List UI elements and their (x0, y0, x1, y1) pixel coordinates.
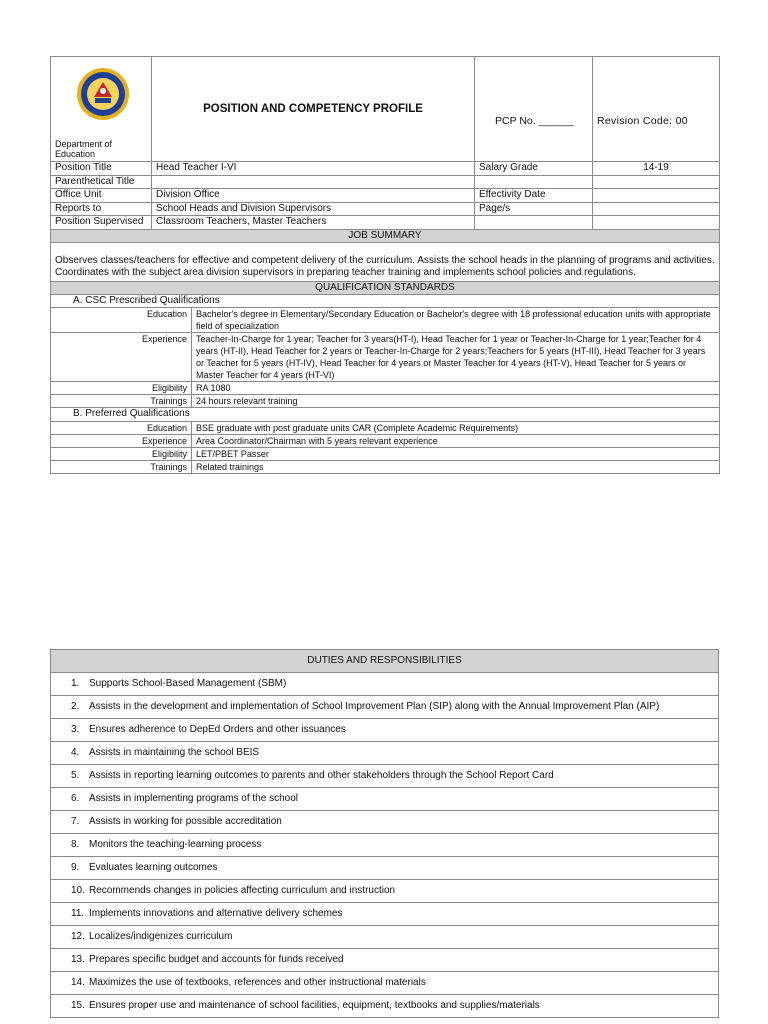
duty-row (51, 949, 719, 972)
duty-number: 15. (71, 999, 85, 1011)
duty-number: 7. (71, 815, 80, 827)
duty-number: 12. (71, 930, 85, 942)
duty-item (51, 995, 719, 1018)
duty-number: 9. (71, 861, 80, 873)
duty-number: 6. (71, 792, 80, 804)
job-summary-text: Observes classes/teachers for effective and competent delivery of the curriculum. Assists the school heads in the planning of programs and activities. Coordinates with the subject area division supervisors in preparing teacher training and implements school policies and regulations. (51, 242, 720, 281)
duty-text: Assists in reporting learning outcomes to parents and other stakeholders through the School Report Card (89, 769, 554, 781)
position-supervised-label: Position Supervised (51, 216, 152, 230)
duty-row (51, 696, 719, 719)
preferred-education-value: BSE graduate with post graduate units CAR (Complete Academic Requirements) (192, 421, 720, 434)
preferred-experience-label: Experience (51, 434, 192, 447)
position-title-value: Head Teacher I-VI (152, 162, 475, 176)
office-unit-value: Division Office (152, 189, 475, 203)
duty-row (51, 995, 719, 1018)
department-name: Department of Education (55, 139, 113, 159)
duty-number: 11. (71, 907, 85, 919)
csc-education-label: Education (51, 308, 192, 333)
duty-number: 10. (71, 884, 85, 896)
pages-label: Page/s (475, 202, 593, 216)
duty-row (51, 880, 719, 903)
preferred-trainings-value: Related trainings (192, 460, 720, 473)
logo-cell (51, 57, 152, 162)
reports-to-value: School Heads and Division Supervisors (152, 202, 475, 216)
duty-row (51, 972, 719, 995)
duty-row (51, 811, 719, 834)
duties-table (50, 649, 719, 1018)
preferred-eligibility-label: Eligibility (51, 447, 192, 460)
blank-cell (475, 216, 593, 230)
duty-item (51, 903, 719, 926)
position-profile-table (50, 56, 720, 474)
duty-text: Monitors the teaching-learning process (89, 838, 262, 850)
duty-number: 8. (71, 838, 80, 850)
pcp-number: PCP No. ______ (475, 57, 593, 162)
effectivity-date-label: Effectivity Date (475, 189, 593, 203)
duty-number: 5. (71, 769, 80, 781)
duty-item (51, 765, 719, 788)
duty-text: Assists in implementing programs of the school (89, 792, 298, 804)
duty-item (51, 972, 719, 995)
duties-list (51, 673, 719, 1018)
blank-cell (475, 175, 593, 189)
effectivity-date-value (593, 189, 720, 203)
duty-text: Assists in the development and implementation of School Improvement Plan (SIP) along with the Annual Improvement Plan (AIP) (89, 700, 660, 712)
duty-item (51, 811, 719, 834)
qualification-standards-heading: QUALIFICATION STANDARDS (51, 281, 720, 294)
duty-row (51, 673, 719, 696)
preferred-education-label: Education (51, 421, 192, 434)
duty-text: Assists in maintaining the school BEIS (89, 746, 260, 758)
duty-text: Ensures proper use and maintenance of school facilities, equipment, textbooks and supplies/materials (89, 999, 540, 1011)
duty-item (51, 834, 719, 857)
csc-qualifications-heading: A. CSC Prescribed Qualifications (51, 294, 720, 308)
duty-item (51, 949, 719, 972)
duty-row (51, 788, 719, 811)
pages-value (593, 202, 720, 216)
blank-cell (593, 175, 720, 189)
duty-item (51, 696, 719, 719)
duty-row (51, 742, 719, 765)
duty-row (51, 926, 719, 949)
csc-eligibility-value: RA 1080 (192, 382, 720, 395)
csc-experience-label: Experience (51, 333, 192, 382)
revision-code: Revision Code: 00 (593, 57, 720, 162)
duty-item (51, 880, 719, 903)
duty-row (51, 857, 719, 880)
deped-seal-icon (76, 67, 130, 121)
duty-item (51, 719, 719, 742)
duty-text: Implements innovations and alternative delivery schemes (89, 907, 343, 919)
csc-trainings-label: Trainings (51, 395, 192, 408)
csc-trainings-value: 24 hours relevant training (192, 395, 720, 408)
duty-number: 13. (71, 953, 85, 965)
position-title-label: Position Title (51, 162, 152, 176)
duty-number: 4. (71, 746, 80, 758)
duty-row (51, 719, 719, 742)
duty-item (51, 857, 719, 880)
csc-eligibility-label: Eligibility (51, 382, 192, 395)
salary-grade-label: Salary Grade (475, 162, 593, 176)
duty-row (51, 903, 719, 926)
duty-row (51, 834, 719, 857)
duty-text: Recommends changes in policies affecting curriculum and instruction (89, 884, 396, 896)
duty-text: Ensures adherence to DepEd Orders and other issuances (89, 723, 346, 735)
duties-heading: DUTIES AND RESPONSIBILITIES (51, 650, 719, 673)
csc-education-value: Bachelor's degree in Elementary/Secondary Education or Bachelor's degree with 18 professional education units with appropriate field of specialization (192, 308, 720, 333)
duty-text: Prepares specific budget and accounts for funds received (89, 953, 344, 965)
parenthetical-title-value (152, 175, 475, 189)
duty-text: Localizes/indigenizes curriculum (89, 930, 233, 942)
parenthetical-title-label: Parenthetical Title (51, 175, 152, 189)
duty-text: Assists in working for possible accreditation (89, 815, 282, 827)
position-supervised-value: Classroom Teachers, Master Teachers (152, 216, 475, 230)
duty-number: 3. (71, 723, 80, 735)
duty-number: 14. (71, 976, 85, 988)
preferred-experience-value: Area Coordinator/Chairman with 5 years relevant experience (192, 434, 720, 447)
preferred-eligibility-value: LET/PBET Passer (192, 447, 720, 460)
duty-text: Evaluates learning outcomes (89, 861, 218, 873)
salary-grade-value: 14-19 (593, 162, 720, 176)
duty-item (51, 673, 719, 696)
duty-text: Maximizes the use of textbooks, references and other instructional materials (89, 976, 426, 988)
csc-experience-value: Teacher-In-Charge for 1 year; Teacher for 3 years(HT-I), Head Teacher for 1 year or Teacher-In-Charge for 1 year;Teacher for 4 years (HT-II), Head Teacher for 2 years or Teacher-In-Charge for 2 years;Teachers for 5 years (HT-III), Head Teacher for 3 years or Teacher for 5 years (HT-IV), Head Teacher for 4 years or Master Teacher for 4 years (HT-V), Head Teacher for 5 years or Master Teacher for 4 years (HT-VI) (192, 333, 720, 382)
preferred-trainings-label: Trainings (51, 460, 192, 473)
document-title: POSITION AND COMPETENCY PROFILE (152, 57, 475, 162)
duty-row (51, 765, 719, 788)
reports-to-label: Reports to (51, 202, 152, 216)
duty-text: Supports School-Based Management (SBM) (89, 677, 287, 689)
preferred-qualifications-heading: B. Preferred Qualifications (51, 408, 720, 422)
office-unit-label: Office Unit (51, 189, 152, 203)
duty-item (51, 926, 719, 949)
job-summary-heading: JOB SUMMARY (51, 229, 720, 242)
duty-item (51, 742, 719, 765)
blank-cell (593, 216, 720, 230)
duty-item (51, 788, 719, 811)
duty-number: 1. (71, 677, 80, 689)
duty-number: 2. (71, 700, 80, 712)
